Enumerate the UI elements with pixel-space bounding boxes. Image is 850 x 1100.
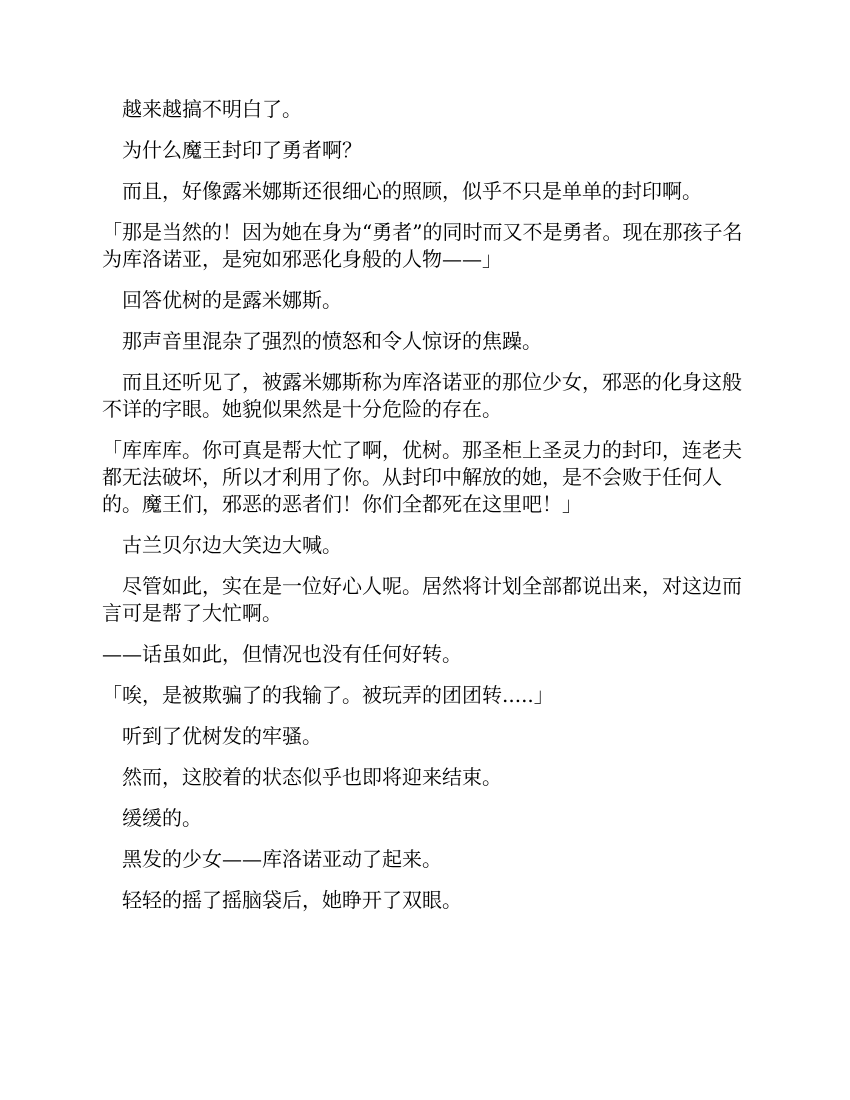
paragraph-3: 而且，好像露米娜斯还很细心的照顾，似乎不只是单单的封印啊。 — [122, 179, 702, 203]
paragraph-12: 「唉，是被欺骗了的我输了。被玩弄的团团转.....」 — [102, 683, 554, 707]
paragraph-7: 而且还听见了，被露米娜斯称为库洛诺亚的那位少女，邪恶的化身这般不详的字眼。她貌似果然是十分危险的存在。 — [102, 370, 742, 421]
paragraph-13: 听到了优树发的牢骚。 — [122, 724, 322, 748]
paragraph-6: 那声音里混杂了强烈的愤怒和令人惊讶的焦躁。 — [122, 329, 542, 353]
paragraph-14: 然而，这胶着的状态似乎也即将迎来结束。 — [122, 765, 502, 789]
paragraph-11: ——话虽如此，但情况也没有任何好转。 — [102, 642, 462, 666]
paragraph-4: 「那是当然的！因为她在身为“勇者”的同时而又不是勇者。现在那孩子名为库洛诺亚，是宛如邪恶化身般的人物——」 — [102, 220, 743, 271]
paragraph-9: 古兰贝尔边大笑边大喊。 — [122, 533, 342, 557]
paragraph-2: 为什么魔王封印了勇者啊？ — [122, 138, 362, 162]
paragraph-10: 尽管如此，实在是一位好心人呢。居然将计划全部都说出来，对这边而言可是帮了大忙啊。 — [102, 574, 742, 625]
paragraph-5: 回答优树的是露米娜斯。 — [122, 288, 342, 312]
paragraph-17: 轻轻的摇了摇脑袋后，她睁开了双眼。 — [122, 888, 462, 912]
paragraph-16: 黑发的少女——库洛诺亚动了起来。 — [122, 847, 442, 871]
paragraph-15: 缓缓的。 — [122, 806, 202, 830]
document-page — [102, 96, 750, 928]
paragraph-1: 越来越搞不明白了。 — [122, 97, 302, 121]
paragraph-8: 「库库库。你可真是帮大忙了啊，优树。那圣柜上圣灵力的封印，连老夫都无法破坏，所以才利用了你。从封印中解放的她，是不会败于任何人的。魔王们，邪恶的恶者们！你们全都死在这里吧！」 — [102, 438, 742, 516]
